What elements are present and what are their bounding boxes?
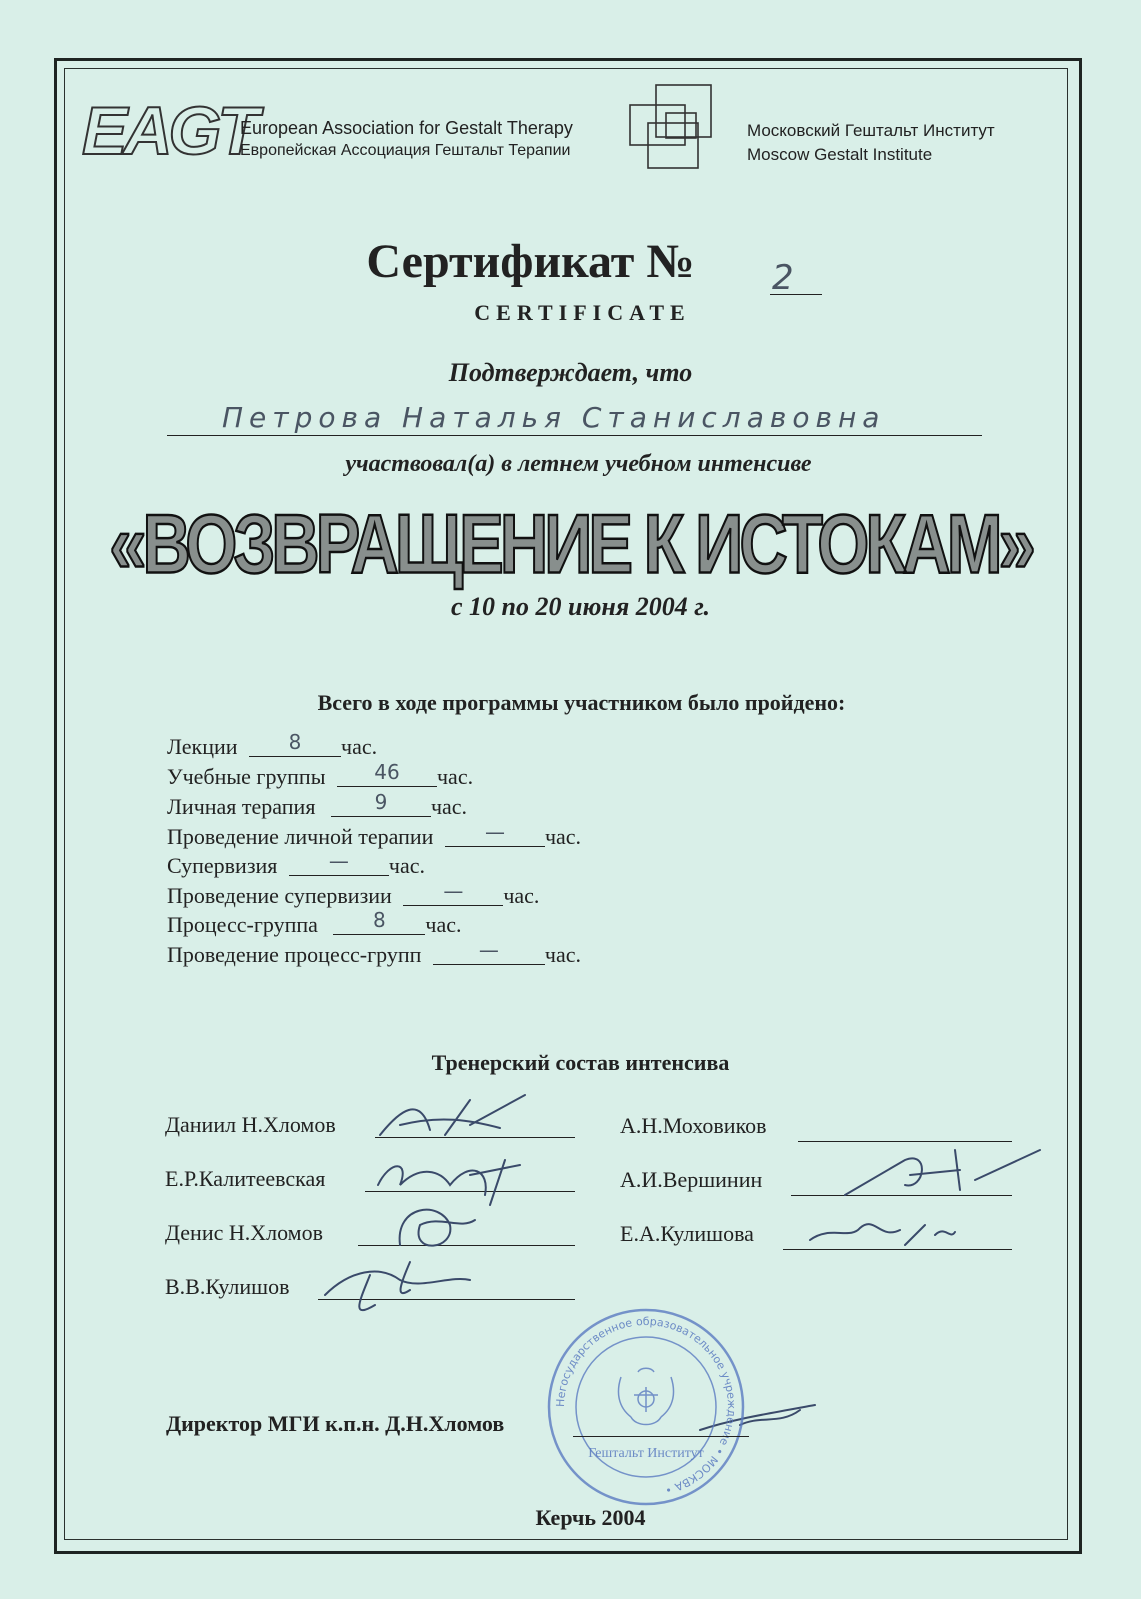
certificate-subtitle: CERTIFICATE	[474, 300, 691, 325]
signature-scribble	[380, 1095, 525, 1135]
signature-scribble	[810, 1224, 955, 1245]
mgi-name-en: Moscow Gestalt Institute	[747, 145, 933, 164]
hours-unit: час.	[436, 764, 474, 789]
hours-label: Проведение процесс-групп	[167, 942, 422, 967]
eagt-logo: EAGT	[82, 93, 255, 169]
recipient-name: Петрова Наталья Станиславовна	[222, 401, 886, 434]
stamp-ring-text: Негосударственное образовательное учреждение • МОСКВА •	[553, 1314, 739, 1497]
certificate-number: 2	[772, 258, 794, 298]
hours-value: —	[478, 938, 499, 962]
hours-label: Учебные группы	[167, 764, 326, 789]
hours-value: —	[443, 879, 464, 903]
hours-unit: час.	[430, 794, 468, 819]
trainer-name: Е.А.Кулишова	[620, 1221, 754, 1246]
hours-unit: час.	[544, 824, 582, 849]
hours-value: 9	[374, 790, 388, 814]
trainer-name: Денис Н.Хломов	[165, 1220, 323, 1245]
trainer-name: Е.Р.Калитеевская	[165, 1166, 326, 1191]
hours-value: 8	[373, 908, 386, 932]
trainer-name: А.Н.Моховиков	[620, 1113, 767, 1138]
hours-label: Супервизия	[167, 853, 278, 878]
eagt-name-en: European Association for Gestalt Therapy	[240, 118, 573, 138]
confirms-text: Подтверждает, что	[448, 358, 693, 387]
program-title: «ВОЗВРАЩЕНИЕ К ИСТОКАМ»	[109, 497, 1032, 591]
trainer-name: В.В.Кулишов	[165, 1274, 290, 1299]
hours-label: Проведение личной терапии	[167, 824, 434, 849]
hours-value: —	[484, 820, 505, 844]
hours-unit: час.	[544, 942, 581, 967]
signature-scribble	[325, 1262, 470, 1310]
official-stamp	[546, 1307, 746, 1507]
director-signature-line	[573, 1436, 749, 1437]
hours-unit: час.	[503, 883, 540, 908]
trainer-name: Даниил Н.Хломов	[165, 1112, 336, 1137]
signature-scribble	[400, 1210, 475, 1246]
signature-scribble	[845, 1150, 1040, 1195]
hours-value: 46	[374, 760, 400, 784]
hours-unit: час.	[388, 853, 426, 878]
program-dates: с 10 по 20 июня 2004 г.	[450, 592, 711, 621]
hours-value: 8	[288, 730, 302, 754]
hours-label: Личная терапия	[167, 794, 316, 819]
signature-scribble	[378, 1160, 520, 1205]
hours-label: Проведение супервизии	[167, 883, 392, 908]
director-line: Директор МГИ к.п.н. Д.Н.Хломов	[166, 1411, 505, 1436]
trainers-title: Тренерский состав интенсива	[431, 1050, 730, 1075]
hours-unit: час.	[425, 912, 462, 937]
hours-value: —	[328, 849, 349, 873]
hours-label: Процесс-группа	[167, 912, 318, 937]
mgi-name-ru: Московский Гештальт Институт	[747, 121, 995, 140]
participated-text: участвовал(а) в летнем учебном интенсиве	[345, 451, 812, 477]
trainer-name: А.И.Вершинин	[620, 1167, 763, 1192]
city-year: Керчь 2004	[535, 1505, 646, 1530]
hours-unit: час.	[341, 734, 378, 759]
hours-label: Лекции	[167, 734, 238, 759]
eagle-emblem-icon	[618, 1368, 673, 1424]
certificate-title: Сертификат №	[366, 235, 695, 288]
hours-title: Всего в ходе программы участником было пройдено:	[317, 690, 846, 715]
eagt-name-ru: Европейская Ассоциация Гештальт Терапии	[240, 142, 571, 159]
stamp-center-text: Гештальт Институт	[588, 1446, 704, 1461]
